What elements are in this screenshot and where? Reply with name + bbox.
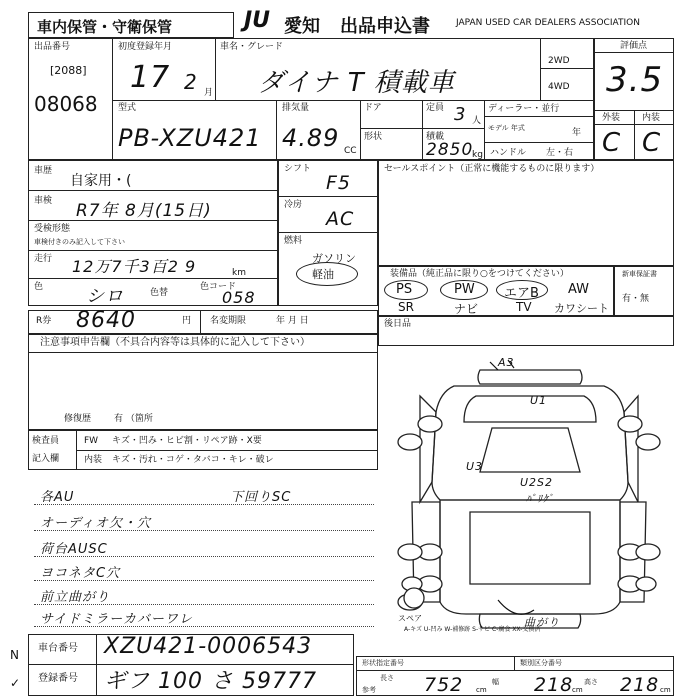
- equip-pw: PW: [454, 282, 475, 297]
- handle-label: ハンドル: [490, 148, 527, 158]
- code-value: 058: [222, 288, 256, 307]
- inspector-note: オーディオ欠・穴: [40, 516, 151, 531]
- divider: [360, 100, 361, 160]
- inspection-value: R7年 8月(15日): [76, 201, 212, 221]
- reg-label: 初度登録年月: [118, 42, 173, 52]
- recycle-label: R券: [36, 316, 52, 326]
- dim-label-2: 類別区分番号: [520, 659, 562, 667]
- inspector-label-1: 検査員: [32, 436, 60, 446]
- interior-label: 内装: [642, 113, 661, 123]
- capacity-unit: 人: [472, 116, 482, 126]
- divider: [422, 100, 423, 160]
- color-label: 色: [34, 282, 44, 292]
- reg-year: 17: [130, 60, 171, 95]
- divider: [278, 232, 378, 233]
- year-suffix: 年: [572, 128, 582, 138]
- shape-label: 形状: [364, 132, 383, 142]
- cooling-value: AC: [326, 208, 355, 230]
- car-name: ダイナ T 積載車: [258, 68, 455, 98]
- mark-n: N: [10, 648, 19, 662]
- recycle-unit: 円: [182, 316, 192, 326]
- lot-number: 08068: [34, 92, 98, 116]
- trim-label: 色替: [150, 288, 169, 298]
- sales-point-label: セールスポイント（正常に機能するものに限ります）: [384, 164, 600, 174]
- mileage-value: 12万7千3百2 9: [72, 257, 197, 276]
- repair-value: 有 （箇所: [114, 414, 153, 424]
- mileage-unit: km: [232, 268, 246, 278]
- equip-aw: AW: [568, 282, 590, 297]
- length-label: 長さ: [380, 674, 394, 682]
- divider: [112, 38, 113, 160]
- shift-label: シフト: [284, 164, 312, 174]
- model-year-label: モデル 年式: [488, 124, 525, 132]
- divider: [360, 128, 484, 129]
- dealer-label: ディーラー・並行: [488, 104, 560, 114]
- divider: [484, 142, 594, 143]
- inspection-label: 車検: [34, 196, 53, 206]
- equip-tv: TV: [516, 300, 532, 314]
- note-line: [34, 504, 374, 505]
- inspector-note: サイドミラーカバーワレ: [40, 612, 193, 627]
- receipt-label: 受検形態: [34, 224, 71, 234]
- length-value: 752: [424, 674, 464, 696]
- divider: [278, 196, 378, 197]
- damage-u3: U3: [466, 460, 484, 473]
- equip-leather-seat: カワシート: [554, 302, 609, 315]
- lot-sub: [2088]: [50, 64, 87, 77]
- after-block: [378, 316, 674, 346]
- divider: [594, 52, 674, 53]
- divider: [28, 352, 378, 353]
- reg-month: 2: [184, 70, 198, 94]
- plate-value: ギフ 100 さ 59777: [104, 669, 317, 694]
- damage-u1: U1: [530, 394, 548, 407]
- disp-unit: CC: [344, 146, 357, 156]
- divider: [540, 68, 594, 69]
- exterior-label: 外装: [602, 113, 621, 123]
- divider: [200, 310, 201, 334]
- divider: [356, 670, 674, 671]
- check-icon: ✓: [10, 676, 21, 690]
- inspector-note: 各AU: [40, 490, 75, 505]
- shift-value: F5: [326, 172, 352, 194]
- divider: [634, 110, 635, 160]
- divider: [112, 100, 594, 101]
- score-value: 3.5: [606, 60, 664, 100]
- width-label: 幅: [492, 678, 499, 686]
- recycle-value: 8640: [76, 308, 136, 333]
- damage-a3: A3: [498, 356, 515, 369]
- divider: [540, 38, 541, 100]
- height-value: 218: [620, 674, 660, 696]
- warranty-options: 有・無: [622, 294, 650, 304]
- inspector-note: 荷台AUSC: [40, 542, 108, 557]
- after-label: 後日品: [384, 319, 412, 329]
- deadline-value: 年 月 日: [276, 316, 309, 326]
- divider: [484, 116, 594, 117]
- month-suffix: 月: [204, 88, 214, 98]
- history-label: 車歴: [34, 166, 53, 176]
- load-unit: kg: [472, 150, 483, 160]
- fuel-gas: ガソリン: [312, 252, 356, 265]
- drive-4wd: 4WD: [548, 82, 570, 92]
- inspector-note: 前立曲がり: [40, 590, 111, 605]
- inspector-note-right: 下回りSC: [230, 490, 292, 505]
- code-label: 色コード: [200, 282, 237, 292]
- equip-sr: SR: [398, 300, 414, 314]
- disp-label: 排気量: [282, 103, 310, 113]
- divider: [28, 278, 278, 279]
- cooling-label: 冷房: [284, 200, 303, 210]
- inspector-row2-items: キズ・汚れ・コゲ・タバコ・キレ・破レ: [112, 455, 274, 465]
- spare-label: スペア: [398, 614, 422, 623]
- mileage-label: 走行: [34, 254, 53, 264]
- org-name: 愛知: [284, 16, 320, 37]
- inspector-note: ヨコネタC穴: [40, 566, 121, 581]
- damage-legend: A-キズ U-凹み W-補修跡 S-サビ C-腐食 XX-交換済: [404, 626, 541, 633]
- height-unit: cm: [660, 686, 671, 694]
- damage-u2s2: U2S2: [520, 476, 554, 489]
- drive-2wd: 2WD: [548, 56, 570, 66]
- chassis-label: 車台番号: [38, 643, 78, 654]
- notes-label: 注意事項申告欄（不具合内容等は具体的に記入して下さい）: [40, 337, 310, 348]
- inspector-row1-items: キズ・凹み・ヒビ割・リペア跡・X要: [112, 436, 262, 446]
- plate-label: 登録番号: [38, 673, 78, 684]
- divider: [514, 656, 515, 670]
- capacity-label: 定員: [426, 103, 445, 113]
- association-name: JAPAN USED CAR DEALERS ASSOCIATION: [456, 18, 640, 28]
- score-label: 評価点: [620, 41, 648, 51]
- storage-label: 車内保管・守衛保管: [37, 18, 173, 36]
- exterior-grade: C: [602, 128, 622, 158]
- dim-label-1: 形状指定番号: [362, 659, 404, 667]
- disp-value: 4.89: [282, 124, 340, 152]
- length-unit: cm: [476, 686, 487, 694]
- lot-label: 出品番号: [34, 42, 71, 52]
- inspector-row2-cat: 内装: [84, 455, 103, 465]
- color-value: シロ: [86, 286, 124, 307]
- fuel-label: 燃料: [284, 236, 303, 246]
- divider: [96, 634, 97, 696]
- handle-options: 左・右: [546, 148, 574, 158]
- deadline-label: 名変期限: [210, 316, 247, 326]
- fuel-diesel: 軽油: [312, 268, 334, 281]
- width-value: 218: [534, 674, 574, 696]
- model-label: 型式: [118, 103, 137, 113]
- load-label: 積載: [426, 132, 445, 142]
- form-title: 出品申込書: [340, 16, 430, 37]
- equipment-label: 装備品（純正品に限り○をつけてください）: [390, 269, 569, 279]
- interior-grade: C: [642, 128, 662, 158]
- equip-ps: PS: [396, 282, 413, 297]
- width-unit: cm: [572, 686, 583, 694]
- repair-label: 修復歴: [64, 414, 92, 424]
- model-value: PB-XZU421: [118, 124, 262, 152]
- sales-point-block: [378, 160, 674, 266]
- equip-airbag: エアB: [504, 286, 539, 301]
- divider: [28, 250, 278, 251]
- inspector-label-2: 記入欄: [32, 454, 60, 464]
- divider: [215, 38, 216, 100]
- capacity-value: 3: [454, 104, 467, 125]
- damage-paint: ﾊﾟﾘｹﾞ: [526, 494, 554, 505]
- divider: [28, 190, 278, 191]
- door-label: ドア: [364, 103, 382, 113]
- history-value: 自家用・(: [70, 173, 132, 189]
- ju-logo: JU: [244, 8, 271, 33]
- chassis-value: XZU421-0006543: [104, 634, 313, 659]
- receipt-note: 車検付きのみ記入して下さい: [34, 238, 125, 246]
- divider: [276, 100, 277, 160]
- load-value: 2850: [426, 140, 474, 160]
- divider: [76, 450, 378, 451]
- name-label: 車名・グレード: [220, 42, 284, 52]
- warranty-label: 新車保証書: [622, 270, 657, 278]
- storage-box: [28, 12, 234, 38]
- ref-label: 参考: [362, 686, 376, 694]
- height-label: 高さ: [584, 678, 598, 686]
- divider: [484, 100, 485, 160]
- equip-navi: ナビ: [454, 302, 479, 316]
- damage-bent: 曲がり: [524, 616, 560, 629]
- inspector-row1-cat: FW: [84, 436, 99, 446]
